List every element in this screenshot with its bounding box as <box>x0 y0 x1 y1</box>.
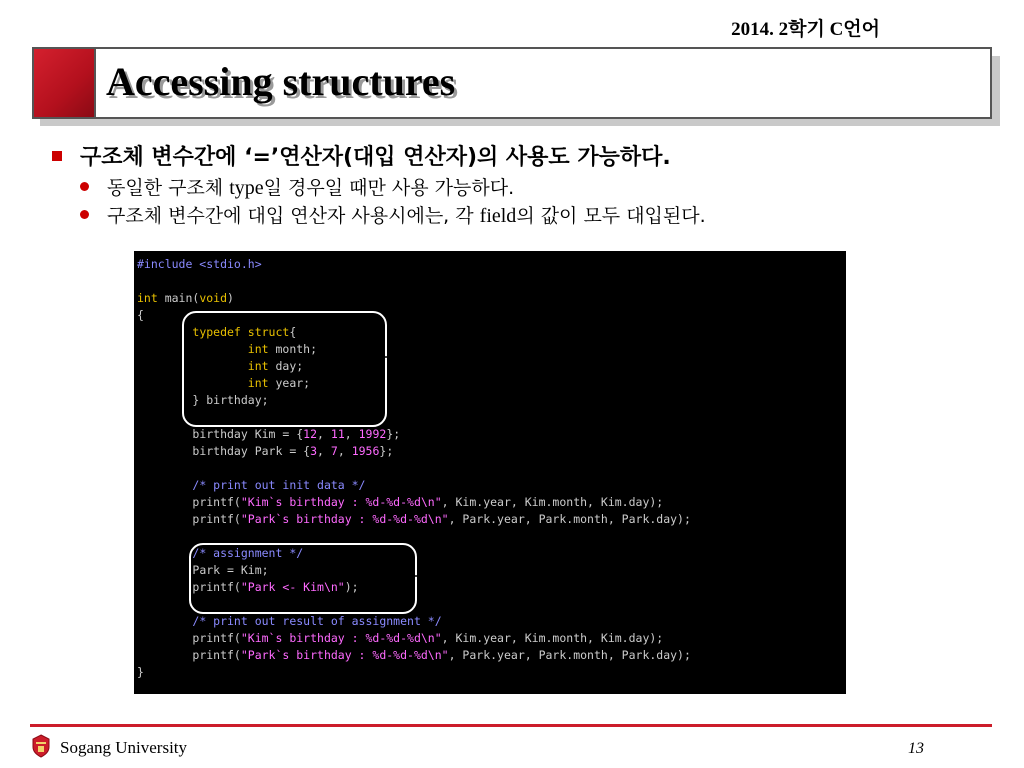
code-text: }; <box>386 427 401 441</box>
main-bullet-text: 구조체 변수간에 ‘=’연산자(대입 연산자)의 사용도 가능하다. <box>80 145 671 170</box>
square-bullet-icon <box>52 151 62 161</box>
assign-label-text-a: 구조체 변수간에 <box>515 569 656 591</box>
code-keyword: int <box>137 291 158 305</box>
code-keyword: typedef struct <box>192 325 290 339</box>
code-string: "Park`s birthday : %d-%d-%d\n" <box>240 648 449 662</box>
code-text: ); <box>344 580 359 594</box>
code-number: 1956 <box>351 444 380 458</box>
code-text: , Kim.year, Kim.month, Kim.day); <box>441 631 664 645</box>
code-line-include: #include <stdio.h> <box>137 257 262 271</box>
code-string: "Kim`s birthday : %d-%d-%d\n" <box>240 631 442 645</box>
code-keyword: int <box>247 376 269 390</box>
sub-bullet-1 <box>80 173 514 200</box>
footer-university: Sogang University <box>60 738 188 757</box>
struct-highlight-box <box>182 311 387 427</box>
assign-label <box>515 565 706 592</box>
footer-divider <box>30 724 992 727</box>
code-keyword: int <box>247 359 269 373</box>
title-box <box>32 47 992 119</box>
code-keyword: void <box>199 291 228 305</box>
code-text: printf( <box>192 648 241 662</box>
dot-bullet-icon <box>80 210 89 219</box>
slide-title: Accessing structures <box>106 59 456 104</box>
title-red-block <box>34 49 96 117</box>
code-text: , Park.year, Park.month, Park.day); <box>448 648 691 662</box>
assign-highlight-box <box>189 543 417 614</box>
sub-bullet-2-text-b: field <box>479 205 517 227</box>
dot-bullet-icon <box>80 182 89 191</box>
code-number: 11 <box>330 427 345 441</box>
code-text: Park = Kim; <box>192 563 269 577</box>
code-number: 7 <box>330 444 338 458</box>
code-comment: /* print out result of assignment */ <box>192 614 442 628</box>
code-string: "Park <- Kim\n" <box>240 580 345 594</box>
struct-def-label: 구조체 정의 <box>486 350 584 372</box>
code-text: printf( <box>192 512 241 526</box>
code-text: } birthday; <box>192 393 269 407</box>
code-number: 12 <box>303 427 318 441</box>
code-text: , Park.year, Park.month, Park.day); <box>448 512 691 526</box>
page-number: 13 <box>908 740 924 757</box>
sub-bullet-2-text-a: 구조체 변수간에 대입 연산자 사용시에는, 각 <box>107 205 480 227</box>
code-text: { <box>289 325 297 339</box>
code-text: birthday Kim = { <box>192 427 304 441</box>
code-text: main( <box>157 291 200 305</box>
code-number: 3 <box>310 444 318 458</box>
sub-bullet-2-text-c: 의 값이 모두 대입된다. <box>516 205 706 227</box>
code-text: year; <box>268 376 311 390</box>
code-text: day; <box>268 359 304 373</box>
code-text: printf( <box>192 631 241 645</box>
code-text: }; <box>379 444 394 458</box>
sub-bullet-2 <box>80 201 706 228</box>
code-text: printf( <box>192 495 241 509</box>
code-number: 1992 <box>358 427 387 441</box>
code-comment: /* print out init data */ <box>192 478 366 492</box>
code-text: month; <box>268 342 318 356</box>
code-string: "Park`s birthday : %d-%d-%d\n" <box>240 512 449 526</box>
assign-label-text-b: assign <box>655 569 706 591</box>
code-comment: /* assignment */ <box>192 546 304 560</box>
code-brace-close: } <box>137 665 144 679</box>
code-brace-open: { <box>137 308 144 322</box>
university-logo-icon <box>32 734 50 758</box>
course-label: 2014. 2학기 C언어 <box>731 19 880 40</box>
sub-bullet-1-text-b: type <box>229 177 264 199</box>
sub-bullet-1-text-a: 동일한 구조체 <box>107 177 230 199</box>
code-listing: #include <stdio.h> int main(void) { typedef struct{ int month; int day; int year; } birthday; birthday Kim = {12, 11, 1992}; birthday Park = {3, 7, 1956}; /* print out init data */ printf("Kim`s birthday : %d-%d-%d\n", Kim.year, Kim.month, Kim.day); printf("Park`s birthday : %d-%d-%d\n", Park.year, Park.month, Park.day); /* assignment */ Park = Kim; printf("Park <- Kim\n"); /* print out result of assignment */ printf("Kim`s birthday : %d-%d-%d\n", Kim.year, Kim.month, Kim.day); printf("Park`s birthday : %d-%d-%d\n", Park.year, Park.month, Park.day); } <box>137 257 691 679</box>
code-text: birthday Park = { <box>192 444 311 458</box>
code-text: , Kim.year, Kim.month, Kim.day); <box>441 495 664 509</box>
code-keyword: int <box>247 342 269 356</box>
code-text: printf( <box>192 580 241 594</box>
main-bullet <box>52 140 671 171</box>
code-text: ) <box>227 291 234 305</box>
sub-bullet-1-text-c: 일 경우일 때만 사용 가능하다. <box>263 177 515 199</box>
code-string: "Kim`s birthday : %d-%d-%d\n" <box>240 495 442 509</box>
